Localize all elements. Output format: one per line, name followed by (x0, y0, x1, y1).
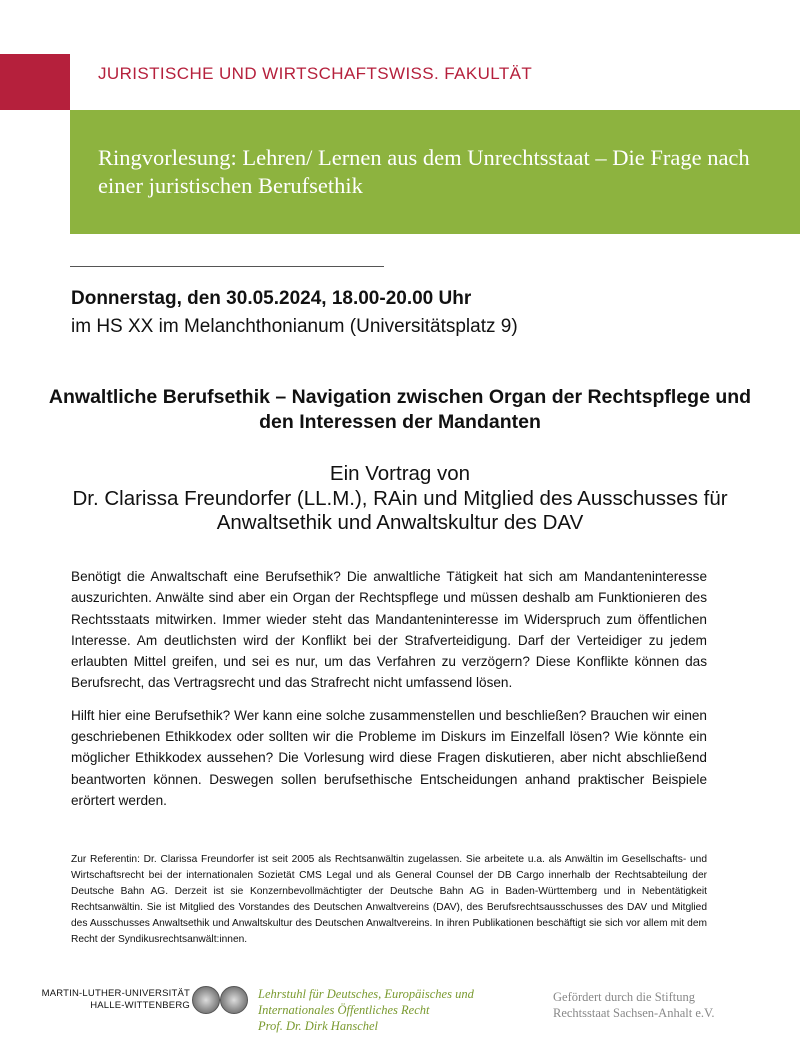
university-seal-icon (192, 986, 220, 1014)
university-seal-icon (220, 986, 248, 1014)
talk-title: Anwaltliche Berufsethik – Navigation zwischen Organ der Rechtspflege und den Interessen der Mandanten (48, 386, 752, 433)
talk-intro: Ein Vortrag von (329, 462, 471, 485)
university-name-line2: HALLE-WITTENBERG (90, 1000, 190, 1011)
abstract (71, 566, 707, 822)
speaker-block (40, 462, 760, 536)
abstract-paragraph-1: Benötigt die Anwaltschaft eine Berufsethik? Die anwaltliche Tätigkeit hat sich am Mandanteninteresse auszurichten. Anwälte sind aber ein Organ der Rechtspflege und müssen deshalb am Funktionieren des Rechtsstaats mitwirken. Immer wieder steht das Mandanteninteresse im Widerspruch zum öffentlichen Interesse. Am deutlichsten wird der Konflikt bei der Strafverteidigung. Darf der Verteidiger zu jedem erlaubten Mittel greifen, und sei es nur, um das Verfahren zu verzögern? Diese Konflikte können das Berufsrecht, das Vertragsrecht und das Strafrecht nicht umfassend lösen. (71, 569, 707, 691)
university-name-line1: MARTIN-LUTHER-UNIVERSITÄT (41, 988, 190, 999)
divider-line (70, 266, 384, 267)
chair-line-1: Lehrstuhl für Deutsches, Europäisches und (258, 987, 474, 1001)
speaker-name: Dr. Clarissa Freundorfer (LL.M.), RAin und Mitglied des Ausschusses für Anwaltsethik und Anwaltskultur des DAV (72, 486, 728, 534)
red-accent-block (0, 54, 70, 110)
funding-note (553, 989, 715, 1021)
series-title: Ringvorlesung: Lehren/ Lernen aus dem Unrechtsstaat – Die Frage nach einer juristischen Berufsethik (98, 145, 750, 198)
event-location: im HS XX im Melanchthonianum (Universitätsplatz 9) (71, 316, 518, 337)
university-logo-text (40, 988, 190, 1012)
funding-line-2: Rechtsstaat Sachsen-Anhalt e.V. (553, 1006, 715, 1020)
abstract-paragraph-2: Hilft hier eine Berufsethik? Wer kann eine solche zusammenstellen und beschließen? Brauchen wir einen geschriebenen Ethikkodex oder sollten wir die Probleme im Diskurs im Einzelfall lösen? Wie könnte ein möglicher Ethikkodex aussehen? Die Vorlesung wird diese Fragen diskutieren, aber nicht abschließend beantworten können. Deswegen sollen berufsethische Entscheidungen anhand praktischer Beispiele erörtert werden. (71, 707, 707, 808)
chair-info (258, 986, 474, 1034)
funding-line-1: Gefördert durch die Stiftung (553, 990, 695, 1004)
chair-line-2: Internationales Öffentliches Recht (258, 1003, 430, 1017)
faculty-name: JURISTISCHE UND WIRTSCHAFTSWISS. FAKULTÄT (98, 64, 533, 83)
chair-line-3: Prof. Dr. Dirk Hanschel (258, 1019, 379, 1033)
speaker-bio: Zur Referentin: Dr. Clarissa Freundorfer ist seit 2005 als Rechtsanwältin zugelassen. Sie arbeitete u.a. als Anwältin im Gesellschafts- und Wirtschaftsrecht bei der internationalen Sozietät CMS Legal und als General Counsel der DB Cargo innerhalb der Rechtsabteilung der Deutsche Bahn AG. Derzeit ist sie Konzernbevollmächtigter der Deutsche Bahn AG in Baden-Württemberg und in Nebentätigkeit Rechtsanwältin. Sie ist Mitglied des Vorstandes des Deutschen Anwaltvereins (DAV), des Berufsrechtsausschusses des DAV und Mitglied des Ausschusses Anwaltsethik und Anwaltskultur des Deutschen Anwaltvereins. In ihren Publikationen beschäftigt sie sich vor allem mit dem Recht der Syndikusrechtsanwält:innen. (71, 854, 707, 945)
event-date: Donnerstag, den 30.05.2024, 18.00-20.00 Uhr (71, 288, 472, 309)
